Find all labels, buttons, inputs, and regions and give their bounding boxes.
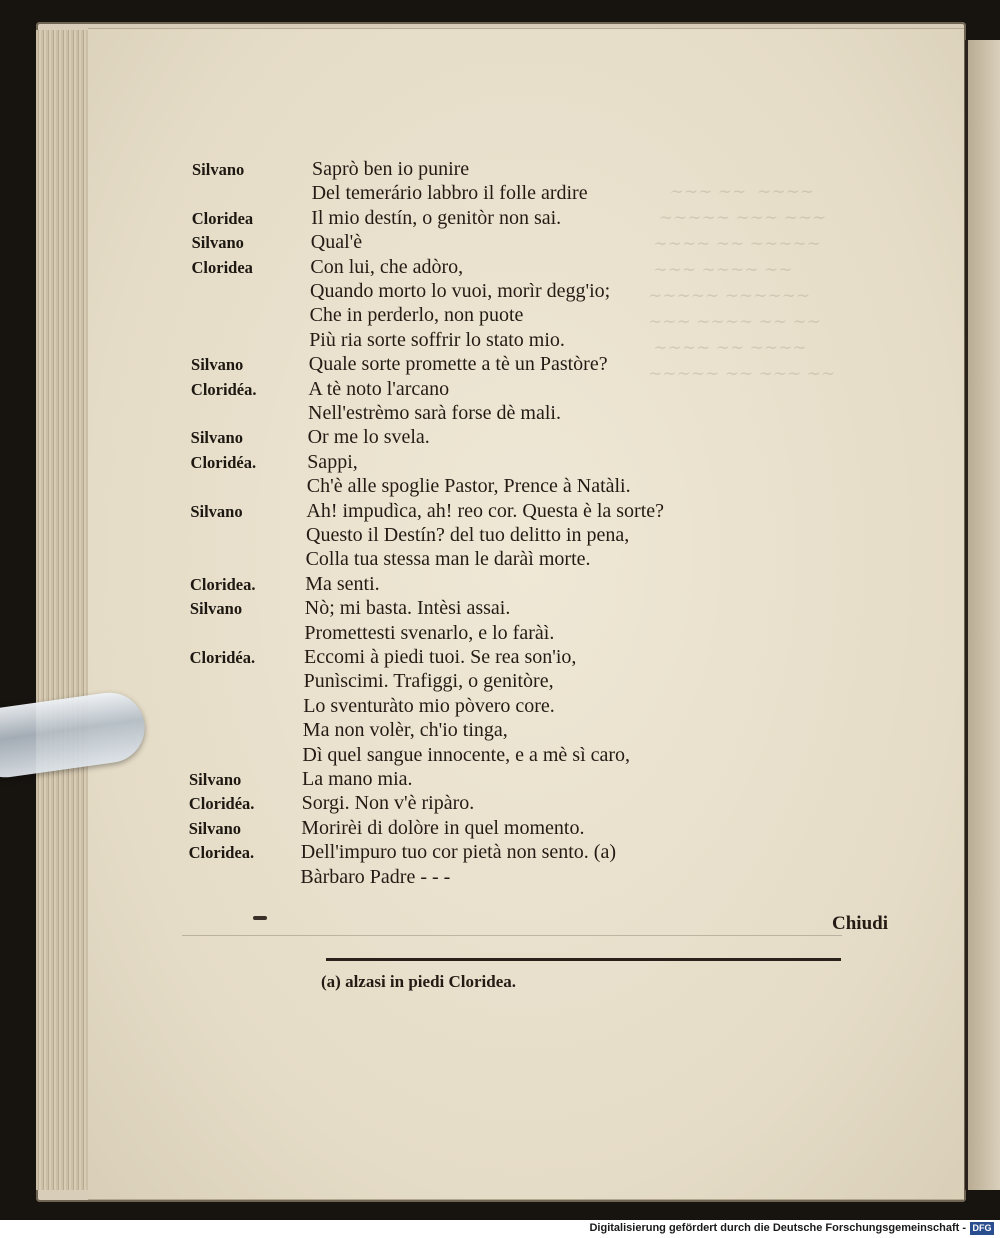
catchword: Chiudi bbox=[832, 913, 888, 934]
dialogue-line: Nò; mi basta. Intèsi assai. bbox=[304, 597, 511, 620]
speaker-name: Silvano bbox=[191, 233, 244, 253]
dialogue-line: Con lui, che adòro, bbox=[310, 255, 464, 278]
dialogue-line: Saprò ben io punire bbox=[312, 158, 470, 180]
speaker-name: Cloridea. bbox=[188, 843, 255, 863]
dialogue-line: Quale sorte promette a tè un Pastòre? bbox=[308, 353, 608, 376]
dialogue-line: Morirèi di dolòre in quel momento. bbox=[301, 816, 585, 839]
credit-bar bbox=[0, 1220, 1000, 1238]
dialogue-line: Ma non volèr, ch'io tinga, bbox=[302, 719, 508, 742]
speaker-name: Silvano bbox=[190, 428, 243, 448]
dialogue-line: Punìscimi. Trafiggi, o genitòre, bbox=[303, 670, 554, 693]
footnote: (a) alzasi in piedi Cloridea. bbox=[321, 972, 517, 991]
dialogue-line: A tè noto l'arcano bbox=[308, 377, 450, 400]
dialogue-line: Ma senti. bbox=[305, 572, 380, 595]
speaker-name: Cloridéa. bbox=[190, 379, 257, 399]
speaker-name: Silvano bbox=[189, 599, 243, 619]
dialogue-line: Che in perderlo, non puote bbox=[309, 304, 524, 327]
dialogue-line: Bàrbaro Padre - - - bbox=[300, 865, 451, 888]
dialogue-line: Ah! impudìca, ah! reo cor. Questa è la sorte? bbox=[306, 499, 665, 522]
page-mark bbox=[253, 916, 267, 920]
dialogue-line: Questo il Destín? del tuo delitto in pena, bbox=[306, 524, 630, 546]
speaker-name: Silvano bbox=[191, 355, 244, 375]
dialogue-line: Or me lo svela. bbox=[307, 426, 430, 449]
dialogue-line: Colla tua stessa man le daràì morte. bbox=[305, 548, 591, 571]
show-through-text: ∼∼∼ ∼∼ ∼∼∼∼ ∼∼∼∼∼ ∼∼∼ ∼∼∼ ∼∼∼∼ ∼∼ ∼∼∼∼∼ ∼∼∼ ∼∼∼∼ ∼∼ ∼∼∼∼∼ ∼∼∼∼∼∼ ∼∼∼ ∼∼∼∼ ∼∼ ∼∼ ∼∼∼∼ ∼∼ ∼∼∼∼ ∼∼∼∼∼ ∼∼ ∼∼∼ ∼∼ bbox=[648, 182, 836, 384]
dialogue-line: Del temerário labbro il folle ardire bbox=[311, 182, 588, 205]
speaker-name: Cloridéa. bbox=[190, 452, 257, 472]
dialogue-line: Nell'estrèmo sarà forse dè mali. bbox=[308, 402, 561, 424]
dialogue-line: Eccomi à piedi tuoi. Se rea son'io, bbox=[304, 646, 577, 668]
page-edges bbox=[36, 30, 95, 1190]
dialogue-line: La mano mia. bbox=[302, 768, 413, 790]
speaker-name: Cloridea. bbox=[189, 574, 256, 594]
facing-page-edge bbox=[965, 40, 1000, 1190]
speaker-name: Cloridéa. bbox=[188, 794, 255, 814]
speaker-name: Cloridea bbox=[191, 208, 254, 228]
dialogue-line: Lo sventuràto mio pòvero core. bbox=[303, 694, 555, 717]
dialogue-line: Quando morto lo vuoi, morìr degg'io; bbox=[310, 280, 611, 302]
dialogue-line: Dell'impuro tuo cor pietà non sento. (a) bbox=[300, 841, 616, 864]
speaker-name: Silvano bbox=[189, 770, 242, 789]
footnote-rule bbox=[326, 958, 841, 961]
speaker-name: Silvano bbox=[192, 160, 245, 179]
dialogue-line: Promettesti svenarlo, e lo faràì. bbox=[304, 621, 555, 644]
speaker-name: Silvano bbox=[190, 501, 243, 521]
credit-text: Digitalisierung gefördert durch die Deutsche Forschungsgemeinschaft - bbox=[589, 1222, 966, 1234]
dialogue-line: Dì quel sangue innocente, e a mè sì caro, bbox=[302, 743, 631, 766]
dialogue-line: Qual'è bbox=[310, 231, 363, 254]
speaker-name: Silvano bbox=[188, 818, 242, 838]
dialogue-line: Sorgi. Non v'è ripàro. bbox=[301, 792, 475, 815]
speaker-name: Cloridéa. bbox=[189, 648, 256, 667]
dialogue-line: Il mio destín, o genitòr non sai. bbox=[311, 206, 562, 229]
dfg-logo: DFG bbox=[970, 1222, 994, 1235]
bottom-rule-faint bbox=[182, 935, 842, 936]
speaker-name: Cloridea bbox=[191, 257, 253, 277]
dialogue-line: Più ria sorte soffrir lo stato mio. bbox=[309, 328, 565, 351]
dialogue-line: Sappi, bbox=[307, 450, 358, 473]
dialogue-line: Ch'è alle spoglie Pastor, Prence à Natàli. bbox=[306, 475, 631, 498]
